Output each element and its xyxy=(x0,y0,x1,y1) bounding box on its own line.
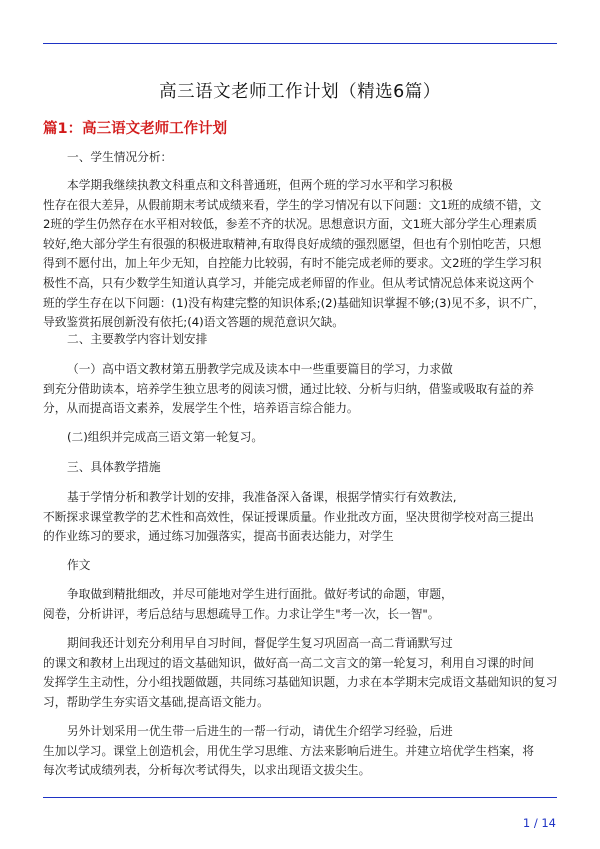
paragraph-line: （一）高中语文教材第五册教学完成及读本中一些重要篇目的学习，力求做 xyxy=(67,362,453,376)
document-title: 高三语文老师工作计划（精选6篇） xyxy=(159,82,441,102)
heading-student-analysis xyxy=(67,148,581,168)
paragraph-line: 另外计划采用一优生带一后进生的一帮一行动，请优生介绍学习经验，后进 xyxy=(67,724,453,738)
paragraph-line: 导致鉴赏拓展创新没有依托;(4)语文答题的规范意识欠缺。 xyxy=(43,315,344,330)
paragraph-line: 习，帮助学生夯实语文基础,提高语文能力。 xyxy=(43,694,269,709)
paragraph-morning-study xyxy=(43,634,557,712)
paragraph-line: 基于学情分析和教学计划的安排，我准备深入备课，根据学情实行有效教法, xyxy=(67,490,457,504)
paragraph-line: 发挥学生主动性，分小组找题做题，共同练习基础知识题，力求在本学期末完成语文基础知识的复习 xyxy=(43,675,558,690)
paragraph-line: 得到不愿付出，加上年少无知，自控能力比较弱，有时不能完成老师的要求。文2班的学生学习积 xyxy=(43,256,542,271)
paragraph-composition-label xyxy=(67,556,581,576)
page-number: 1 / 14 xyxy=(522,816,556,830)
paragraph-line: 性存在很大差异，从假前期末考试成绩来看，学生的学习情况有以下问题：文1班的成绩不错，文 xyxy=(43,197,542,212)
paragraph-line: 每次考试成绩列表，分析每次考试得失，以求出现语文拔尖生。 xyxy=(43,763,371,778)
paragraph-line: 极性不高，只有少数学生知道认真学习，并能完成老师留的作业。但从考试情况总体来说这两个 xyxy=(43,275,534,290)
paragraph-line: 2班的学生仍然存在水平相对较低，参差不齐的状况。思想意识方面，文1班大部分学生心理素质 xyxy=(43,217,538,232)
paragraph-line: 争取做到精批细改，并尽可能地对学生进行面批。做好考试的命题，审题， xyxy=(67,587,453,601)
paragraph-peer-help xyxy=(43,722,557,781)
paragraph-line: 阅卷，分析讲评，考后总结与思想疏导工作。力求让学生"考一次，长一智"。 xyxy=(43,606,440,621)
paragraph-teaching-content xyxy=(43,360,557,419)
paragraph-line: 三、具体教学措施 xyxy=(67,460,161,474)
paragraph-line: 作文 xyxy=(67,558,91,572)
section-heading: 篇1：高三语文老师工作计划 xyxy=(43,121,228,137)
paragraph-line: 到充分借助读本，培养学生独立思考的阅读习惯，通过比较、分析与归纳，借鉴或吸取有益的养 xyxy=(43,381,534,396)
header-rule xyxy=(43,43,557,44)
paragraph-line: 生加以学习。课堂上创造机会，用优生学习思维、方法来影响后进生。并建立培优学生档案，将 xyxy=(43,743,534,758)
paragraph-line: 班的学生存在以下问题：(1)没有构建完整的知识体系;(2)基础知识掌握不够;(3)见不多，识不广， xyxy=(43,295,545,310)
paragraph-line: 本学期我继续执教文科重点和文科普通班，但两个班的学习水平和学习积极 xyxy=(67,178,453,192)
paragraph-line: 一、学生情况分析： xyxy=(67,150,173,164)
paragraph-review xyxy=(67,428,581,448)
paragraph-composition xyxy=(43,585,557,624)
paragraph-line: 较好,绝大部分学生有很强的积极进取精神,有取得良好成绩的强烈愿望，但也有个别怕吃苦，只想 xyxy=(43,236,542,251)
paragraph-line: 二、主要教学内容计划安排 xyxy=(67,332,208,346)
paragraph-line: 的课文和教材上出现过的语文基础知识，做好高一高二文言文的第一轮复习，利用自习课的时间 xyxy=(43,655,534,670)
heading-teaching-content xyxy=(67,330,581,350)
paragraph-line: (二)组织并完成高三语文第一轮复习。 xyxy=(67,430,264,444)
paragraph-line: 不断探求课堂教学的艺术性和高效性，保证授课质量。作业批改方面，坚决贯彻学校对高三提出 xyxy=(43,509,534,524)
paragraph-line: 期间我还计划充分利用早自习时间，督促学生复习巩固高一高二背诵默写过 xyxy=(67,636,453,650)
heading-teaching-measures xyxy=(67,458,581,478)
paragraph-line: 的作业练习的要求，通过练习加强落实，提高书面表达能力，对学生 xyxy=(43,529,394,544)
paragraph-teaching-measures xyxy=(43,488,557,547)
paragraph-student-analysis xyxy=(43,176,557,333)
paragraph-line: 分，从而提高语文素养，发展学生个性，培养语言综合能力。 xyxy=(43,401,359,416)
footer-rule xyxy=(43,797,557,798)
